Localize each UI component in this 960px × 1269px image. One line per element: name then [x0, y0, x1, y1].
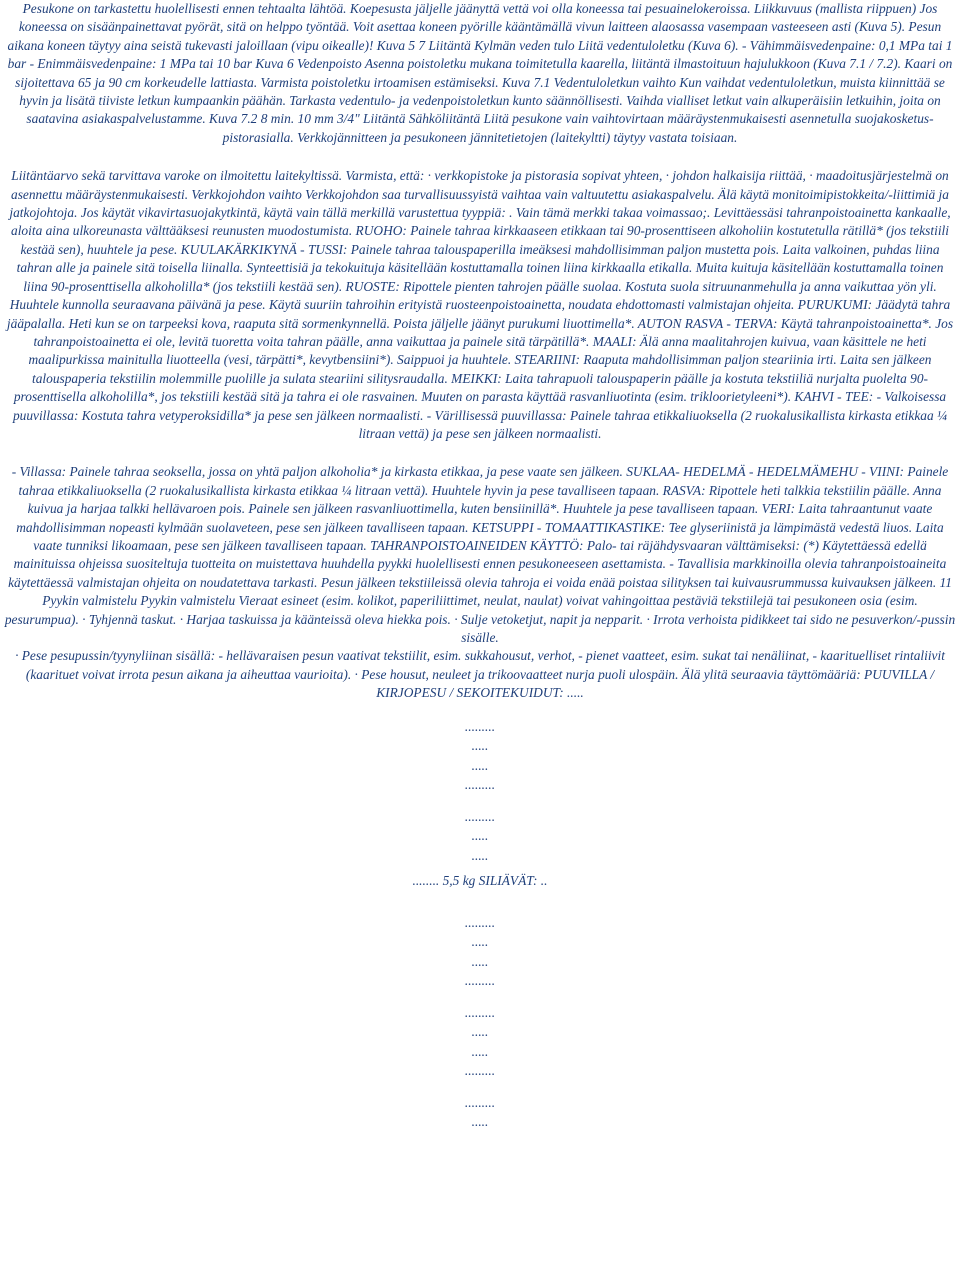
dots-line: .........: [464, 777, 496, 793]
dots-line: .........: [464, 914, 496, 930]
dots-line: .....: [471, 1024, 489, 1040]
dots-line: .........: [464, 808, 496, 824]
dots-group: [0, 1003, 960, 1081]
dots-line: .....: [471, 847, 489, 863]
dots-line: .....: [471, 934, 489, 950]
dots-line: .........: [464, 1063, 496, 1079]
paragraph-installation: Pesukone on tarkastettu huolellisesti ennen tehtaalta lähtöä. Koepesusta jäljelle jäänyttä vettä voi olla koneessa tai pesuainelokeroissa. Liikkuvuus (mallista riippuen) Jos koneessa on sisäänpainettavat pyörät, sitä on helppo työntää. Voit asettaa koneen pyörille kääntämällä vivun laitteen alaosassa vasempaan vasteeseen asti (Kuva 5). Pesun aikana koneen täytyy aina seistä tukevasti jaloillaan (vipu oikealle)! Kuva 5 7 Liitäntä Kylmän veden tulo Liitä vedentuloletku (Kuva 6). - Vähimmäisvedenpaine: 0,1 MPa tai 1 bar - Enimmäisvedenpaine: 1 MPa tai 10 bar Kuva 6 Vedenpoisto Asenna poistoletku mukana toimitetulla kaarella, liitäntä ilmastoituun hajulukkoon (Kuva 7.1 / 7.2). Kaari on sijoitettava 65 ja 90 cm korkeudelle lattiasta. Varmista poistoletku irtoamisen estämiseksi. Kuva 7.1 Vedentuloletkun vaihto Kun vaihdat vedentuloletkun, muista kiinnittää se hyvin ja lisätä tiiviste letkun kumpaankin päähän. Tarkasta vedentulo- ja vedenpoistoletkun kunto säännöllisesti. Vaihda vialliset letkut vain alkuperäisiin letkuihin, joita on saatavina asiakaspalvelustamme. Kuva 7.2 8 min. 10 mm 3/4" Liitäntä Sähköliitäntä Liitä pesukone vain vaihtovirtaan määräystenmukaisesti asennetulla suojakosketus-pistorasialla. Verkkojännitteen ja pesukoneen jännitetietojen (laitekyltti) täytyy vastata toisiaan.: [7, 1, 953, 145]
dots-group: [0, 807, 960, 866]
dots-line: .........: [464, 973, 496, 989]
dots-line: .........: [464, 718, 496, 734]
dots-line: .....: [471, 1114, 489, 1130]
dots-line: .....: [471, 1043, 489, 1059]
dots-group: [0, 1093, 960, 1132]
dots-line: .....: [471, 738, 489, 754]
weight-line: ........ 5,5 kg SILIÄVÄT: ..: [412, 873, 548, 889]
spacer: [0, 147, 960, 167]
dots-line: .....: [471, 953, 489, 969]
spacer: [0, 703, 960, 717]
paragraph-load-amounts: · Pese pesupussin/tyynyliinan sisällä: - hellävaraisen pesun vaativat tekstiilit, esim. sukkahousut, verhot, - pienet vaatteet, esim. sukat tai nenäliinat, - kaarituelliset rintaliivit (kaarituet voivat irrota pesun aikana ja aiheuttaa vaurioita). · Pese housut, neuleet ja trikoovaatteet nurja puoli ulospäin. Älä ylitä seuraavia täyttömääriä: PUUVILLA / KIRJOPESU / SEKOITEKUIDUT: .....: [15, 648, 945, 701]
dots-group: [0, 913, 960, 991]
dots-line: .........: [464, 1004, 496, 1020]
spacer: [0, 443, 960, 463]
dots-line: .....: [471, 828, 489, 844]
dots-line: .....: [471, 757, 489, 773]
dots-line: .........: [464, 1094, 496, 1110]
paragraph-laundry-prep: - Villassa: Painele tahraa seoksella, jossa on yhtä paljon alkoholia* ja kirkasta etikkaa, ja pese vaate sen jälkeen. SUKLAA- HEDELMÄ - HEDELMÄMEHU - VIINI: Painele tahraa etikkaliuoksella (2 ruokalusikallista kirkasta etikkaa ¼ litraan vettä). Huuhtele hyvin ja pese tavalliseen tapaan. RASVA: Ripottele heti talkkia tekstiilin päälle. Anna kuivua ja harjaa talkki hellävaroen pois. Painele sen jälkeen rasvanliuottimella, kuten bensiinillä*. Huuhtele ja pese tavalliseen tapaan. VERI: Laita tahraantunut vaate mahdollisimman nopeasti kylmään suolaveteen, pese sen jälkeen tavalliseen tapaan. KETSUPPI - TOMAATTIKASTIKE: Tee glyseriinistä ja lämpimästä vedestä liuos. Laita vaate tunniksi likoamaan, pese sen jälkeen tavalliseen tapaan. TAHRANPOISTOAINEIDEN KÄYTTÖ: Palo- tai räjähdysvaaran välttämiseksi: (*) Käytettäessä edellä mainituissa ohjeissa suositeltuja tuotteita on muistettava huuhdella pyykki huolellisesti ennen pesukoneeseen asettamista. - Tavallisia markkinoilla olevia tahranpoistoaineita käytettäessä valmistajan ohjeita on noudatettava tarkasti. Pesun jälkeen tekstiileissä olevia tahroja ei voida enää poistaa silityksen tai kuivausrummussa kuivauksen jälkeen. 11 Pyykin valmistelu Pyykin valmistelu Vieraat esineet (esim. kolikot, paperiliittimet, neulat, naulat) voivat vahingoittaa pestäviä tekstiilejä tai pesukoneen osia (esim. pesurumpua). · Tyhjennä taskut. · Harjaa taskuissa ja käänteissä oleva hiekka pois. · Sulje vetoketjut, napit ja nepparit. · Irrota verhoista pidikkeet tai sido ne pesuverkon/-pussin sisälle.: [4, 464, 956, 645]
paragraph-stain-removal: Liitäntäarvo sekä tarvittava varoke on ilmoitettu laitekyltissä. Varmista, että: · verkkopistoke ja pistorasia sopivat yhteen, · johdon halkaisija riittää, · maadoitusjärjestelmä on asennettu määräystenmukaisesti. Verkkojohdon vaihto Verkkojohdon saa turvallisuussyistä vaihtaa vain valtuutettu asiakaspalvelu. Älä käytä monitoimipistokkeita/-liittimiä ja jatkojohtoja. Jos käytät vikavirtasuojakytkintä, käytä vain tällä merkillä varustettua tyyppiä: . Vain tämä merkki takaa voimassao;. Levittäessäsi tahranpoistoainetta kankaalle, aloita aina ulkoreunasta välttääksesi reunusten muodostumista. RUOHO: Painele tahraa kirkkaaseen etikkaan tai 90-prosenttiseen alkoholiin kostutetulla rätillä* (jos tekstiili kestää sen), huuhtele ja pese. KUULAKÄRKIKYNÄ - TUSSI: Painele tahraa talouspaperilla imeäksesi mahdollisimman paljon mustetta pois. Laita valkoinen, puhdas liina tahran alle ja painele sitä toisella liinalla. Synteettisiä ja tekokuituja käsitellään kostuttamalla toinen liina kirkkaalla etikalla. Muita kuituja käsitellään kostuttamalla toinen liina 90-prosenttisella alkoholilla* (jos tekstiili kestää sen). RUOSTE: Ripottele pienten tahrojen päälle suolaa. Kostuta suola sitruunanmehulla ja anna vaikuttaa yön yli. Huuhtele kunnolla seuraavana päivänä ja pese. Käytä suuriin tahroihin erityistä ruosteenpoistoainetta, noudata ehdottomasti valmistajan ohjeita. PURUKUMI: Jäädytä tahra jääpalalla. Heti kun se on tarpeeksi kova, raaputa sitä sormenkynnellä. Poista jäljelle jäänyt purukumi liuottimella*. AUTON RASVA - TERVA: Käytä tahranpoistoainetta*. Jos tahranpoistoainetta ei ole, levitä tuoretta voita tahran päälle, anna vaikuttaa ja painele sitä tärpätillä*. MAALI: Älä anna maalitahrojen kuivua, vaan käsittele ne heti maalipurkissa mainitulla liuotteella (vesi, tärpätti*, kevytbensiini*). Saippuoi ja huuhtele. STEARIINI: Raaputa mahdollisimman paljon steariinia irti. Laita sen jälkeen talouspaperia tekstiilin molemmille puolille ja sulata steariini silitysraudalla. MEIKKI: Laita tahrapuoli talouspaperin päälle ja kostuta tekstiiliä nurjalta puolelta 90-prosenttisella alkoholilla*, jos tekstiili kestää sitä ja tahra ei ole rasvainen. Muuten on parasta käyttää rasvanliuotinta (esim. trikloorietyleeni*). KAHVI - TEE: - Valkoisessa puuvillassa: Kostuta tahra vetyperoksidilla* ja pese sen jälkeen normaalisti. - Värillisessä puuvillassa: Painele tahraa etikkaliuoksella (2 ruokalusikallista kirkasta etikkaa ¼ litraan vettä) ja pese sen jälkeen normaalisti.: [6, 168, 954, 441]
dots-group: [0, 717, 960, 795]
